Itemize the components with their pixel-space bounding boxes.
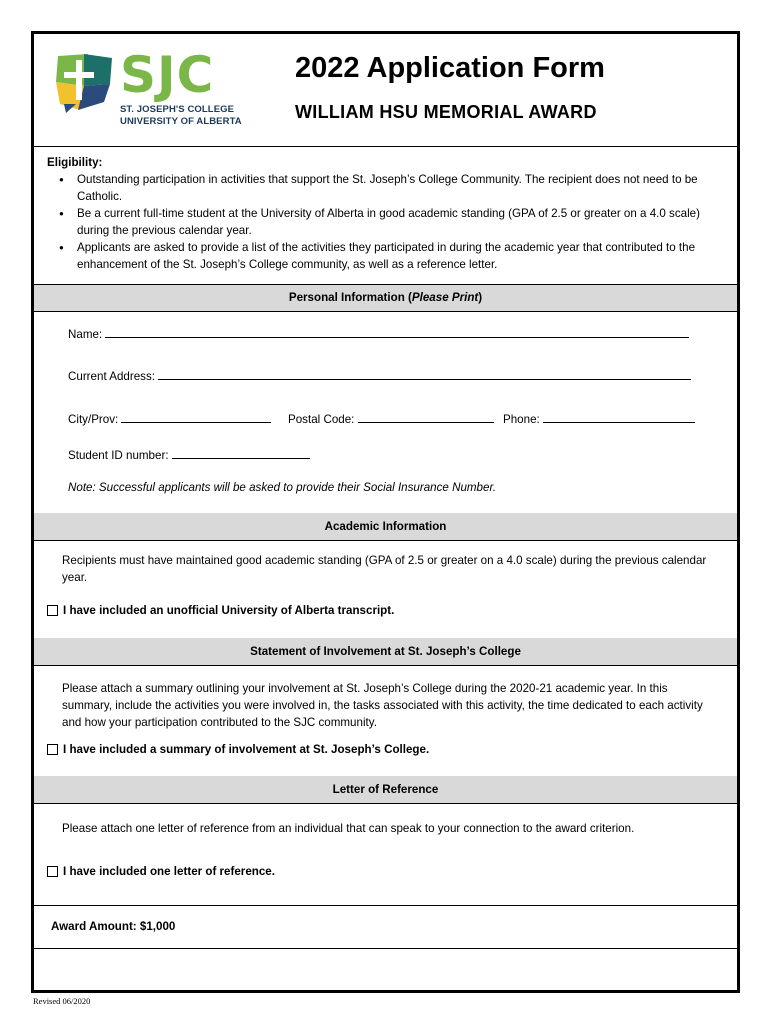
academic-info-heading: Academic Information (34, 513, 737, 540)
sin-note: Note: Successful applicants will be asked to provide their Social Insurance Number. (68, 481, 497, 494)
address-field[interactable]: Current Address: (68, 368, 691, 383)
checkbox[interactable] (47, 866, 58, 877)
personal-info-heading: Personal Information ( Please Print ) (34, 284, 737, 311)
name-field[interactable]: Name: (68, 326, 689, 341)
list-item: ● Be a current full-time student at the University of Alberta in good academic standing (GPA of 2.5 or greater on a 4.0 scale) during the previous calendar year. (47, 205, 737, 239)
logo-university-name: UNIVERSITY OF ALBERTA (120, 116, 242, 127)
award-amount: Award Amount: $1,000 (51, 920, 176, 933)
postal-input-line[interactable] (358, 411, 494, 423)
reference-text: Please attach one letter of reference from an individual that can speak to your connection to the award criterion. (62, 822, 635, 835)
involvement-checkbox[interactable]: I have included a summary of involvement at St. Joseph’s College. (47, 743, 429, 756)
student-id-field[interactable]: Student ID number: (68, 447, 310, 462)
phone-input-line[interactable] (543, 411, 695, 423)
academic-text: Recipients must have maintained good academic standing (GPA of 2.5 or greater on a 4.0 scale) during the previous calendar year. (62, 554, 707, 584)
name-input-line[interactable] (105, 326, 689, 338)
reference-checkbox[interactable]: I have included one letter of reference. (47, 865, 275, 878)
city-field[interactable]: City/Prov: (68, 411, 271, 426)
eligibility-label: Eligibility: (47, 156, 103, 169)
sjc-cross-icon (54, 52, 116, 114)
checkbox[interactable] (47, 744, 58, 755)
address-input-line[interactable] (158, 368, 691, 380)
form-frame (31, 31, 740, 993)
eligibility-list (47, 171, 737, 273)
involvement-text: Please attach a summary outlining your involvement at St. Joseph’s College during the 2020-21 academic year. In this summary, include the activities you were involved in, the tasks associated with this activity, the time dedicated to each activity and how your participation contributed to the SJC community. (62, 682, 703, 729)
page-title: 2022 Application Form (295, 52, 605, 84)
revision-date: Revised 06/2020 (33, 996, 91, 1006)
list-item: ● Outstanding participation in activities that support the St. Joseph’s College Community. The recipient does not need to be Catholic. (47, 171, 737, 205)
transcript-checkbox[interactable]: I have included an unofficial University of Alberta transcript. (47, 604, 394, 617)
award-name: WILLIAM HSU MEMORIAL AWARD (295, 102, 597, 122)
phone-field[interactable]: Phone: (503, 411, 695, 426)
checkbox[interactable] (47, 605, 58, 616)
sjc-logo (54, 46, 254, 132)
reference-heading: Letter of Reference (34, 776, 737, 803)
involvement-heading: Statement of Involvement at St. Joseph’s College (34, 638, 737, 665)
city-input-line[interactable] (121, 411, 271, 423)
logo-college-name: ST. JOSEPH'S COLLEGE (120, 104, 235, 115)
student-id-input-line[interactable] (172, 447, 310, 459)
eligibility-section (34, 146, 737, 274)
form-header (34, 34, 737, 146)
postal-code-field[interactable]: Postal Code: (288, 411, 494, 426)
logo-letters: SJC (120, 46, 215, 104)
list-item: ● Applicants are asked to provide a list of the activities they participated in during the academic year that contributed to the enhancement of the St. Joseph’s College community, as well as a reference letter. (47, 239, 737, 273)
